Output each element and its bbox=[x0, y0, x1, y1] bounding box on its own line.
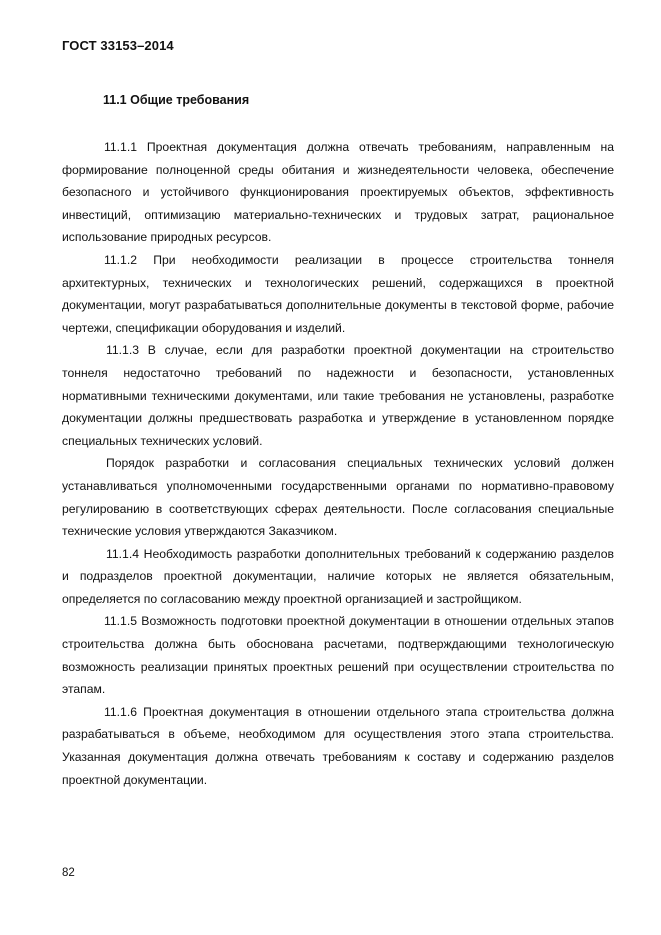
document-header: ГОСТ 33153–2014 bbox=[62, 38, 174, 53]
document-body bbox=[62, 136, 614, 791]
paragraph-11-1-1: 11.1.1 Проектная документация должна отвечать требованиям, направленным на формирование полноценной среды обитания и жизнедеятельности человека, обеспечение безопасного и устойчивого функционирования проектируемых объектов, эффективность инвестиций, оптимизацию материально-технических и трудовых затрат, рациональное использование природных ресурсов. bbox=[62, 140, 614, 245]
paragraph-11-1-5: 11.1.5 Возможность подготовки проектной документации в отношении отдельных этапов строительства должна быть обоснована расчетами, подтверждающими технологическую возможность реализации принятых проектных решений при осуществлении строительства по этапам. bbox=[62, 614, 614, 697]
paragraph-11-1-6: 11.1.6 Проектная документация в отношении отдельного этапа строительства должна разрабатываться в объеме, необходимом для осуществления этого этапа строительства. Указанная документация должна отвечать требованиям к составу и содержанию разделов проектной документации. bbox=[62, 704, 614, 787]
paragraph-11-1-3: 11.1.3 В случае, если для разработки проектной документации на строительство тоннеля недостаточно требований по надежности и безопасности, установленных нормативными техническими документами, или такие требования не установлены, разработке документации должны предшествовать разработка и утверждение в установленном порядке специальных технических условий. bbox=[62, 343, 614, 448]
paragraph-special-conditions: Порядок разработки и согласования специальных технических условий должен устанавливаться уполномоченными государственными органами по нормативно-правовому регулированию в соответствующих сферах деятельности. После согласования специальные технические условия утверждаются Заказчиком. bbox=[62, 456, 614, 539]
paragraph-11-1-4: 11.1.4 Необходимость разработки дополнительных требований к содержанию разделов и подразделов проектной документации, наличие которых не является обязательным, определяется по согласованию между проектной организацией и застройщиком. bbox=[62, 546, 614, 606]
section-title: 11.1 Общие требования bbox=[103, 93, 250, 107]
page-number: 82 bbox=[62, 867, 75, 879]
paragraph-11-1-2: 11.1.2 При необходимости реализации в процессе строительства тоннеля архитектурных, технических и технологических решений, содержащихся в проектной документации, могут разрабатываться дополнительные документы в текстовой форме, рабочие чертежи, спецификации оборудования и изделий. bbox=[62, 252, 614, 335]
